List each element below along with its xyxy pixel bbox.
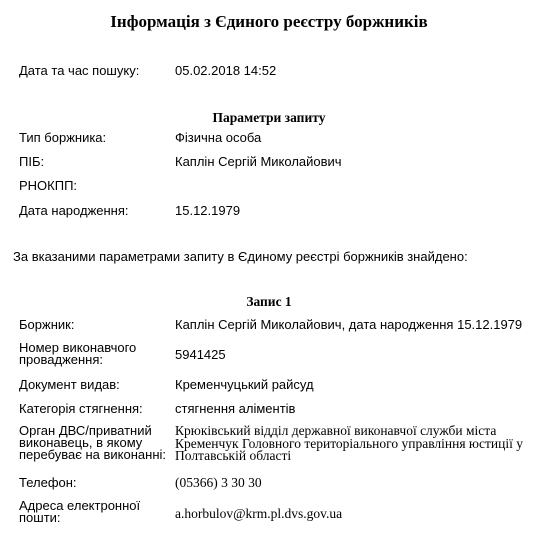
record-authority-label xyxy=(19,425,166,461)
record-authority-label-line: перебуває на виконанні: xyxy=(19,447,166,462)
record-issuer-value: Кременчуцький райсуд xyxy=(175,377,314,392)
record-email-label-line: пошти: xyxy=(19,510,61,525)
debtor-type-value: Фізична особа xyxy=(175,130,262,145)
record-email-label-line: Адреса електронної xyxy=(19,498,141,513)
record-heading: Запис 1 xyxy=(246,294,292,309)
record-debtor-value: Каплін Сергій Миколайович, дата народження 15.12.1979 xyxy=(175,317,523,332)
record-phone-value: (05366) 3 30 30 xyxy=(175,475,262,490)
record-issuer-label: Документ видав: xyxy=(19,377,120,392)
record-authority-value-line: Кременчук Головного територіального управління юстиції у xyxy=(175,435,523,451)
record-proceeding-label xyxy=(19,342,136,366)
birth-date-value: 15.12.1979 xyxy=(175,203,241,218)
record-authority-value-line: Крюківський відділ державної виконавчої служби міста xyxy=(175,423,497,438)
record-authority-value-line: Полтавській області xyxy=(175,448,292,463)
record-debtor-label: Боржник: xyxy=(19,317,75,332)
page-title: Інформація з Єдиного реєстру боржників xyxy=(110,12,428,31)
record-authority-label-line: Орган ДВС/приватний xyxy=(19,423,152,438)
full-name-value: Каплін Сергій Миколайович xyxy=(175,154,342,169)
record-proceeding-value: 5941425 xyxy=(175,347,226,362)
record-category-value: стягнення аліментів xyxy=(175,401,296,416)
record-phone-label: Телефон: xyxy=(19,475,77,490)
found-text: За вказаними параметрами запиту в Єдиному реєстрі боржників знайдено: xyxy=(13,249,468,264)
record-category-label: Категорія стягнення: xyxy=(19,401,143,416)
birth-date-label: Дата народження: xyxy=(19,203,129,218)
search-datetime-value: 05.02.2018 14:52 xyxy=(175,63,277,78)
record-email-label xyxy=(19,500,140,524)
tax-id-label: РНОКПП: xyxy=(19,178,78,193)
full-name-label: ПІБ: xyxy=(19,154,45,169)
debtor-type-label: Тип боржника: xyxy=(19,130,107,145)
record-proceeding-label-line: Номер виконавчого xyxy=(19,340,137,355)
record-authority-value xyxy=(175,425,523,463)
record-email-value: a.horbulov@krm.pl.dvs.gov.ua xyxy=(175,506,343,521)
search-datetime-label: Дата та час пошуку: xyxy=(19,63,140,78)
params-heading: Параметри запиту xyxy=(212,110,326,125)
record-authority-label-line: виконавець, в якому xyxy=(19,435,143,450)
record-proceeding-label-line: провадження: xyxy=(19,352,104,367)
